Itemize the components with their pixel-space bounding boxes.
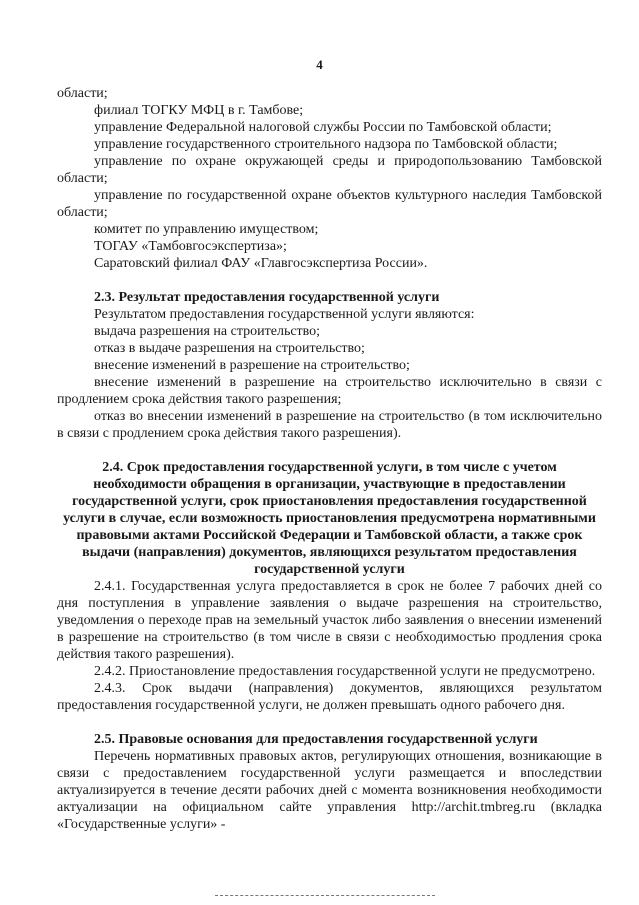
list-item: филиал ТОГКУ МФЦ в г. Тамбове; [94, 103, 304, 118]
list-item: выдача разрешения на строительство; [94, 324, 321, 339]
section-heading-2-3: 2.3. Результат предоставления государственной услуги [94, 290, 440, 305]
list-item: управление Федеральной налоговой службы России по Тамбовской области; [94, 120, 552, 135]
list-item: управление государственного строительного надзора по Тамбовской области; [94, 137, 558, 152]
list-item: внесение изменений в разрешение на строительство исключительно в связи с продлением срока действия такого разрешения; [57, 375, 602, 407]
list-item: комитет по управлению имуществом; [94, 222, 319, 237]
section-heading-2-4: 2.4. Срок предоставления государственной услуги, в том числе с учетом необходимости обращения в организации, участвующие в предоставлении государственной услуги, срок приостановления предоставления государственной услуги в случае, если возможность приостановления предусмотрена нормативными правовыми актами Российской Федерации и Тамбовской области, а также срок выдачи (направления) документов, являющихся результатом предоставления государственной услуги [63, 460, 596, 577]
list-item: Саратовский филиал ФАУ «Главгосэкспертиза России». [94, 256, 428, 271]
paragraph: 2.4.2. Приостановление предоставления государственной услуги не предусмотрено. [94, 664, 596, 679]
footer-divider [215, 895, 435, 897]
list-item: отказ во внесении изменений в разрешение на строительство (в том исключительно в связи с продлением срока действия такого разрешения). [57, 409, 602, 441]
list-item: отказ в выдаче разрешения на строительство; [94, 341, 365, 356]
list-item: управление по охране окружающей среды и природопользованию Тамбовской области; [57, 154, 602, 186]
page-number: 4 [316, 57, 323, 72]
paragraph: Перечень нормативных правовых актов, регулирующих отношения, возникающие в связи с предоставлением государственной услуги размещается и впоследствии актуализируется в течение десяти рабочих дней с момента возникновения необходимости актуализации на официальном сайте управления http://archit.tmbreg.ru (вкладка «Государственные услуги» - [57, 749, 602, 832]
paragraph: 2.4.3. Срок выдачи (направления) документов, являющихся результатом предоставления государственной услуги, не должен превышать одного рабочего дня. [57, 681, 602, 713]
list-item: области; [57, 86, 108, 101]
list-item: ТОГАУ «Тамбовгосэкспертиза»; [94, 239, 287, 254]
document-body [57, 85, 602, 833]
section-intro: Результатом предоставления государственной услуги являются: [94, 307, 475, 322]
list-item: управление по государственной охране объектов культурного наследия Тамбовской области; [57, 188, 602, 220]
list-item: внесение изменений в разрешение на строительство; [94, 358, 410, 373]
section-heading-2-5: 2.5. Правовые основания для предоставления государственной услуги [94, 732, 538, 747]
paragraph: 2.4.1. Государственная услуга предоставляется в срок не более 7 рабочих дней со дня поступления в управление заявления о выдаче разрешения на строительство, уведомления о переходе прав на земельный участок либо заявления о внесении изменений в разрешение на строительство (в том числе в связи с необходимостью продления срока действия такого разрешения). [57, 579, 602, 662]
